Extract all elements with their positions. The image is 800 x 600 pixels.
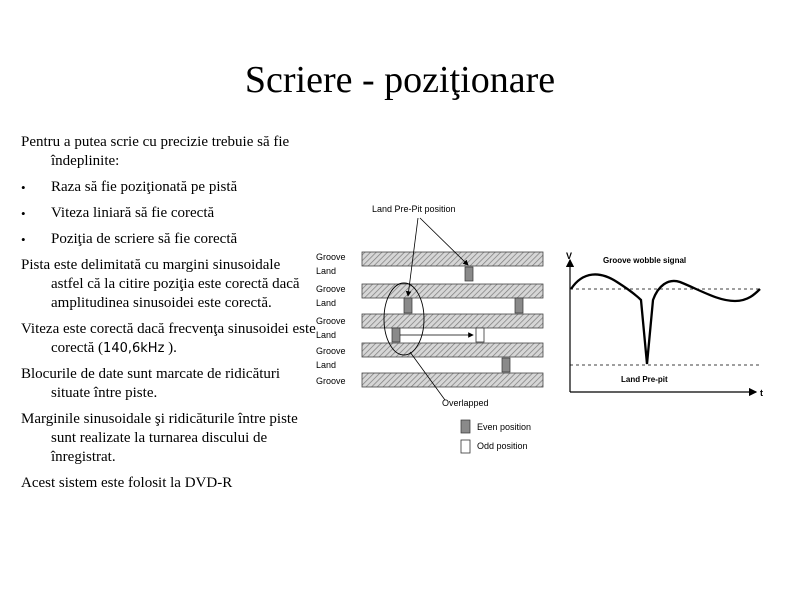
slide-title: Scriere - poziţionare: [244, 59, 556, 101]
row-label-groove: Groove: [316, 376, 346, 386]
margins-paragraph: Marginile sinusoidale şi ridicăturile între piste sunt realizate la turnarea discului de înregistrat.: [21, 411, 298, 465]
even-pre-pit: [404, 298, 412, 313]
row-label-groove: Groove: [316, 346, 346, 356]
bullet-dot-icon: •: [21, 180, 26, 195]
frequency-value: 140,6kHz: [103, 341, 165, 356]
wobble-signal-plot: [566, 251, 763, 398]
groove-track: [362, 373, 543, 387]
groove-track: [362, 252, 543, 266]
groove-track: [362, 284, 543, 298]
t-axis-label: t: [760, 388, 763, 398]
bullet-dot-icon: •: [21, 206, 26, 221]
speed-text-end: ).: [164, 340, 177, 356]
even-pre-pit: [502, 358, 510, 372]
row-label-land: Land: [316, 330, 337, 340]
bullet-text: Poziţia de scriere să fie corectă: [51, 231, 238, 247]
v-axis-label: V: [566, 251, 573, 261]
even-pre-pit: [465, 267, 473, 281]
pre-pit-signal-label: Land Pre-pit: [621, 375, 668, 384]
legend-odd-swatch: [461, 440, 470, 453]
even-pre-pit: [515, 298, 523, 313]
bullet-text: Viteza liniară să fie corectă: [51, 205, 215, 221]
row-label-land: Land: [316, 298, 337, 308]
legend-even-swatch: [461, 420, 470, 433]
row-label-land: Land: [316, 360, 337, 370]
groove-track: [362, 314, 543, 328]
blocks-paragraph: Blocurile de date sunt marcate de ridicături situate între piste.: [21, 366, 281, 401]
even-pre-pit: [392, 328, 400, 342]
groove-track: [362, 343, 543, 357]
legend-even-label: Even position: [477, 422, 532, 432]
overlapped-label: Overlapped: [442, 398, 489, 408]
bullet-dot-icon: •: [21, 232, 26, 247]
row-label-groove: Groove: [316, 284, 346, 294]
track-paragraph: Pista este delimitată cu margini sinusoidale astfel că la citire poziţia este corectă dacă amplitudinea sinusoidei este corectă.: [21, 257, 300, 311]
odd-pre-pit: [476, 328, 484, 342]
bullet-text: Raza să fie poziţionată pe pistă: [51, 179, 238, 195]
row-label-land: Land: [316, 266, 337, 276]
speed-text: Viteza este corectă dacă frecvenţa sinusoidei este corectă (: [21, 321, 316, 356]
pre-pit-position-label: Land Pre-Pit position: [372, 204, 456, 214]
row-label-groove: Groove: [316, 252, 346, 262]
system-paragraph: Acest sistem este folosit la DVD-R: [21, 475, 233, 491]
legend-odd-label: Odd position: [477, 441, 528, 451]
intro-paragraph: Pentru a putea scrie cu precizie trebuie să fie îndeplinite:: [21, 134, 290, 169]
row-label-groove: Groove: [316, 316, 346, 326]
wobble-waveform: [571, 274, 760, 364]
signal-title: Groove wobble signal: [603, 256, 687, 265]
track-diagram: [316, 204, 543, 453]
